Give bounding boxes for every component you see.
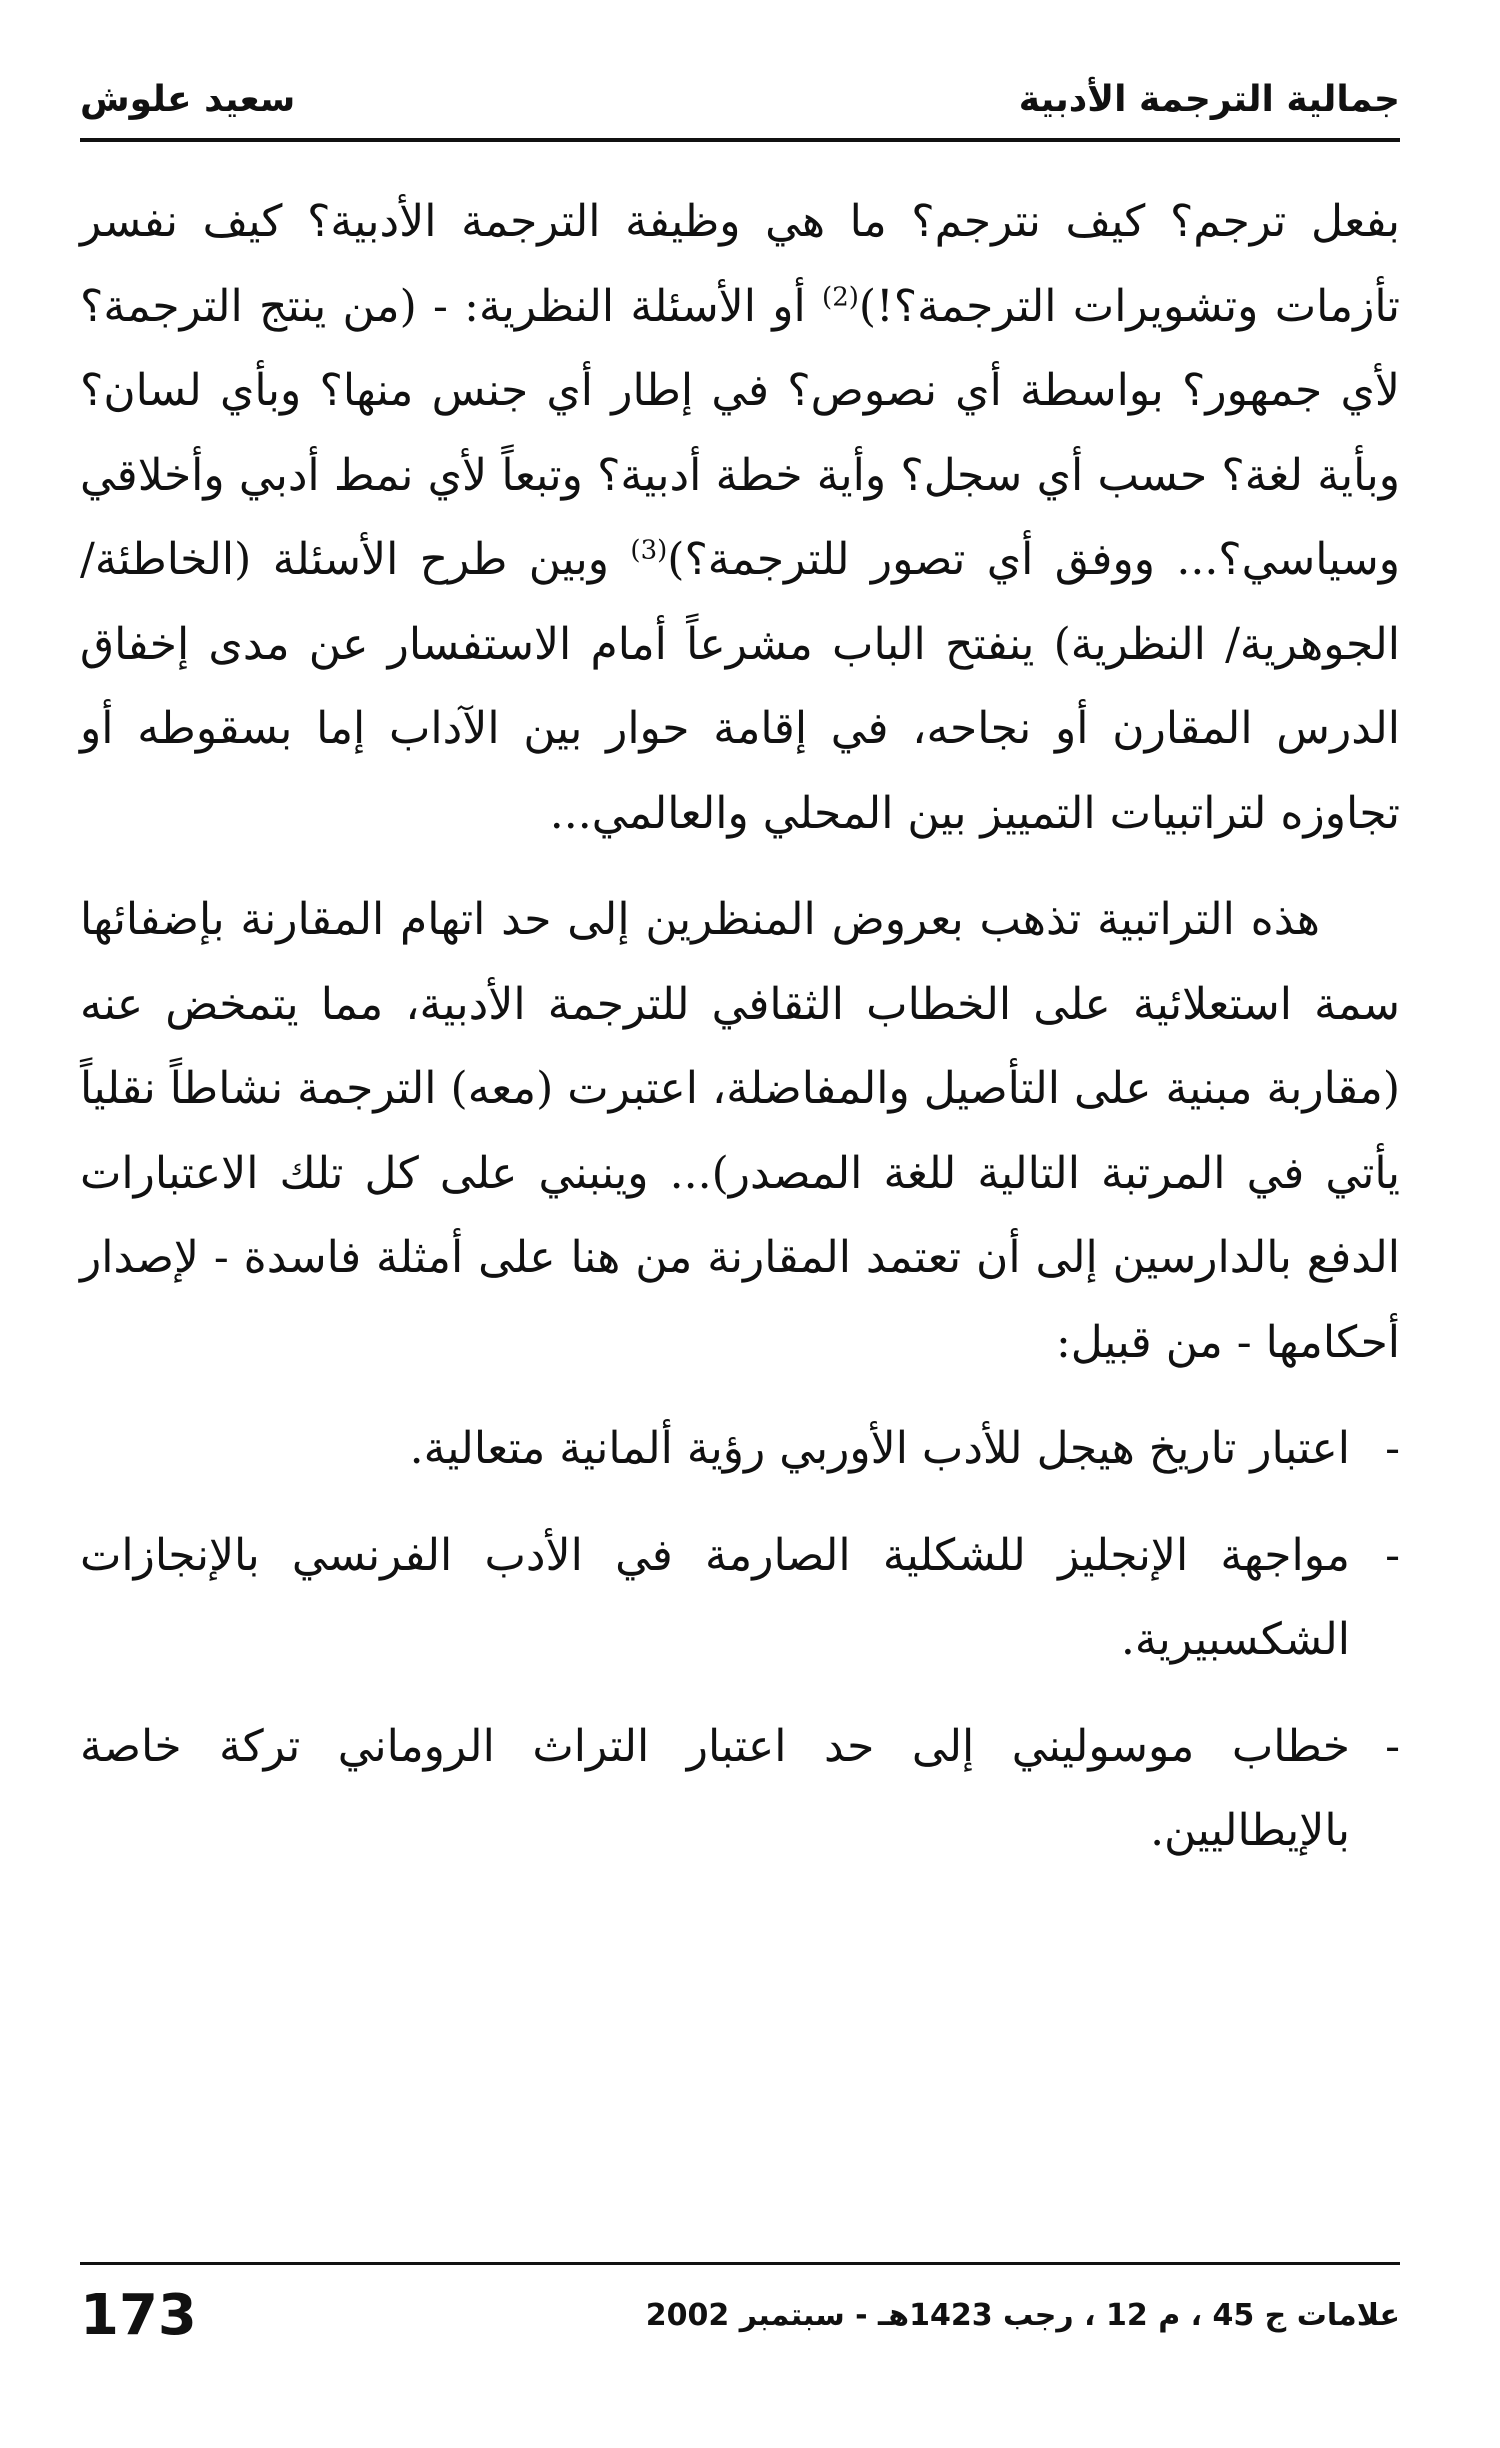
list-dash: - <box>1385 1423 1400 1474</box>
list-dash: - <box>1385 1529 1400 1581</box>
paragraph-2: هذه التراتبية تذهب بعروض المنظرين إلى حد اتهام المقارنة بإضفائها سمة استعلائية على الخطاب الثقافي للترجمة الأدبية، مما يتمخض عنه (مقاربة مبنية على التأصيل والمفاضلة، اعتبرت (معه) الترجمة نشاطاً نقلياً يأتي في المرتبة التالية للغة المصدر)... وينبني على كل تلك الاعتبارات الدفع بالدارسين إلى أن تعتمد المقارنة من هنا على أمثلة فاسدة - لإصدار أحكامها - من قبيل: <box>80 894 1400 1368</box>
footnote-ref-2: (2) <box>822 281 859 312</box>
running-footer <box>80 2280 1400 2350</box>
list-item <box>80 1407 1400 1492</box>
journal-info: علامات ج 45 ، م 12 ، رجب 1423هـ - سبتمبر 2002 <box>645 2297 1400 2333</box>
header-rule <box>80 138 1400 142</box>
list-item-text: اعتبار تاريخ هيجل للأدب الأوربي رؤية ألمانية متعالية. <box>409 1423 1350 1474</box>
book-title: جمالية الترجمة الأدبية <box>1018 79 1400 120</box>
page-number: 173 <box>80 2282 197 2348</box>
paragraph-1-text-a: بفعل ترجم؟ كيف نترجم؟ ما هي وظيفة الترجمة الأدبية؟ كيف نفسر تأزمات وتشويرات الترجمة؟!) <box>80 196 1400 332</box>
list-item <box>80 1514 1400 1683</box>
author-name: سعيد علوش <box>80 79 296 120</box>
footnote-ref-3: (3) <box>630 535 668 566</box>
paragraph-1-text-c: وبين طرح الأسئلة (الخاطئة/ الجوهرية/ النظرية) ينفتح الباب مشرعاً أمام الاستفسار عن مدى إخفاق الدرس المقارن أو نجاحه، في إقامة حوار بين الآداب إما بسقوطه أو تجاوزه لتراتبيات التمييز بين المحلي والعالمي... <box>80 534 1400 839</box>
book-page <box>80 0 1400 2448</box>
list-dash: - <box>1385 1720 1400 1772</box>
list-item-text: خطاب موسوليني إلى حد اعتبار التراث الروماني تركة خاصة بالإيطاليين. <box>80 1720 1350 1856</box>
paragraph-1 <box>80 180 1400 856</box>
list-item <box>80 1705 1400 1874</box>
list-item-text: مواجهة الإنجليز للشكلية الصارمة في الأدب الفرنسي بالإنجازات الشكسبيرية. <box>80 1529 1350 1665</box>
running-header <box>80 60 1400 120</box>
footer-rule <box>80 2262 1400 2265</box>
body-text <box>80 180 1400 1896</box>
paragraph-1-text-b: أو الأسئلة النظرية: - (من ينتج الترجمة؟ لأي جمهور؟ بواسطة أي نصوص؟ في إطار أي جنس منها؟ وبأي لسان؟ وبأية لغة؟ حسب أي سجل؟ وأية خطة أدبية؟ وتبعاً لأي نمط أدبي وأخلاقي وسياسي؟... ووفق أي تصور للترجمة؟) <box>80 280 1400 585</box>
